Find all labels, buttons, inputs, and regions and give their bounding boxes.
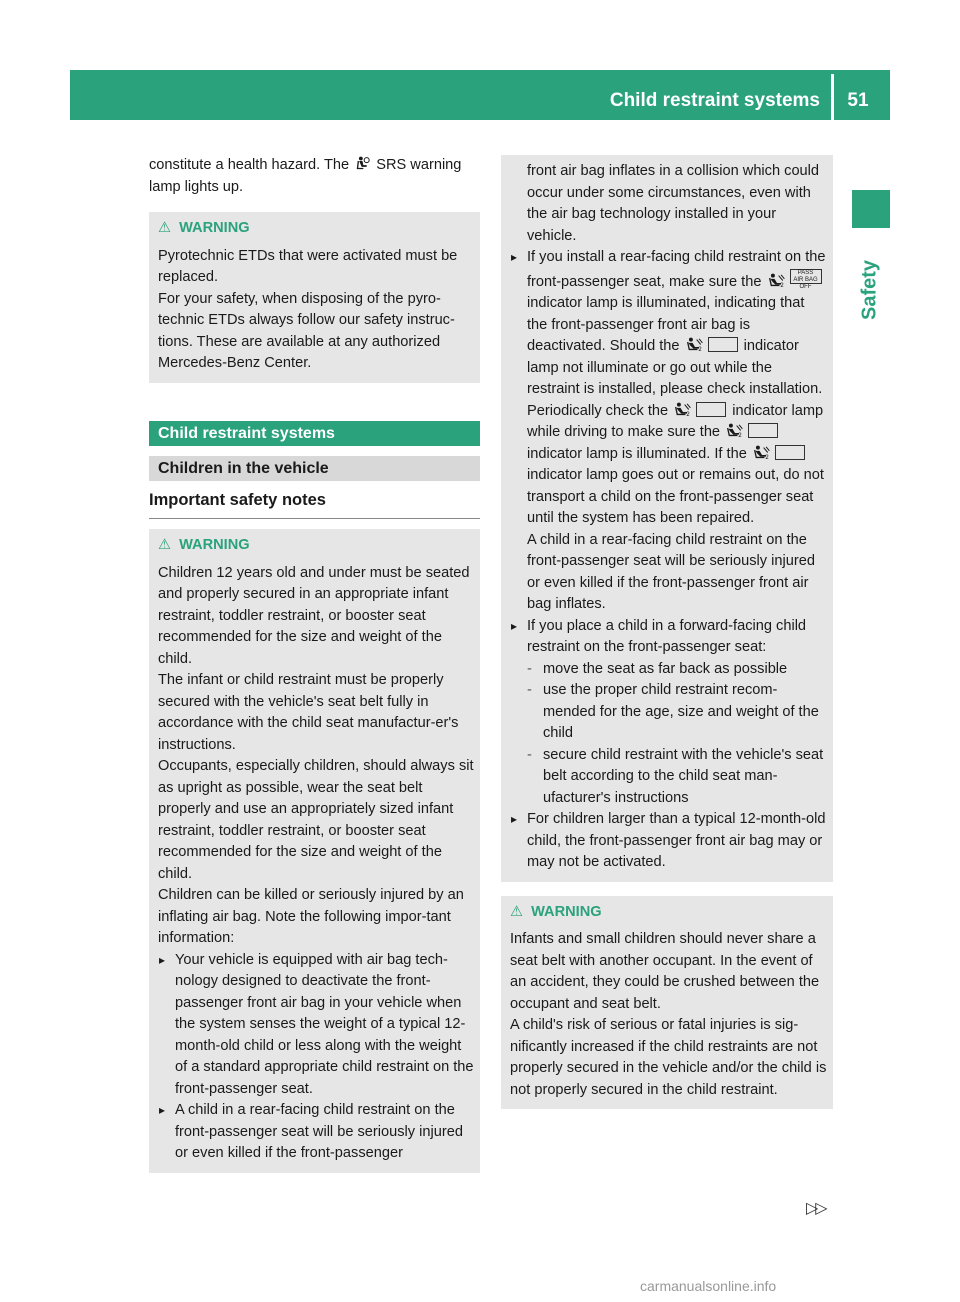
warning-triangle-icon: ⚠ [510,903,524,920]
child-seat-icon [674,402,692,417]
intro-text-b: SRS warning lamp lights up. [149,157,462,195]
bullet-text: indicator lamp while driving to make sure the [527,402,824,440]
side-tab-marker [852,190,890,228]
header-divider [831,74,834,120]
bullet-item: ▸ Your vehicle is equipped with air bag tech-nology designed to deactivate the front-passenger front air bag in your vehicle when the system senses the weight of a typical 12-month-old child or less along with the weight of a standard appropriate child restraint on the front-passenger seat. [158,950,474,1101]
bullet-item-larger-children: ▸ For children larger than a typical 12-month-old child, the front-passenger front air bag may or may not be activated. [510,809,827,874]
pass-airbag-off-icon [708,337,738,352]
bullet-item-forward-facing: ▸ If you place a child in a forward-facing child restraint on the front-passenger seat: [510,616,827,659]
bullet-text: indicator lamp goes out or remains out, do not transport a child on the front-passenger seat until the system has been repaired. [527,467,824,526]
warning-box-continued [501,155,833,882]
warning-heading [158,218,474,240]
warning-text: Pyrotechnic ETDs that were activated must be replaced. [158,247,458,285]
pass-airbag-off-icon [748,423,778,438]
intro-paragraph [149,155,480,198]
warning-text: The infant or child restraint must be properly secured with the vehicle's seat belt fully in accordance with the child seat manufactur-er's instructions. [158,672,459,753]
continued-bullet-text: front air bag inflates in a collision which could occur under some circumstances, even with the air bag technology installed in your vehicle. [527,163,820,244]
child-seat-icon [686,337,704,352]
page-header-title: Child restraint systems [609,90,820,111]
warning-heading [158,535,474,557]
warning-text: Children 12 years old and under must be seated and properly secured in an appropriate infant restraint, toddler restraint, or booster seat recommended for the size and weight of the child. [158,564,470,667]
heading-important-safety-notes: Important safety notes [149,487,480,520]
pass-airbag-off-icon [775,445,805,460]
child-seat-icon [753,445,771,460]
bullet-item-rear-facing [510,247,827,530]
right-column [501,155,833,1109]
srs-warning-lamp-icon [355,156,370,171]
page-number: 51 [847,90,869,111]
bullet-subparagraph: A child in a rear-facing child restraint on the front-passenger seat will be seriously injured or even killed if the front-passenger front air bag inflates. [527,531,815,612]
bullet-text: indicator lamp not illuminate or go out while the restraint is installed, please check installation. Periodically check the [527,338,823,419]
left-column [149,155,480,1173]
warning-title: WARNING [179,220,250,236]
pass-airbag-off-icon [696,402,726,417]
bullet-text: indicator lamp is illuminated. If the [527,445,747,462]
child-seat-icon [726,423,744,438]
indicator-line1: PASS [797,269,814,276]
warning-title: WARNING [179,537,250,553]
dash-item: - secure child restraint with the vehicle's seat belt according to the child seat man-ufacturer's instructions [510,745,827,810]
warning-text: A child's risk of serious or fatal injuries is sig-nificantly increased if the child restraints are not properly secured in the vehicle and/or the child is not properly secured in the child restraint. [510,1017,827,1098]
warning-text: Occupants, especially children, should always sit as upright as possible, wear the seat belt properly and use an appropriately sized infant restraint, toddler restraint, or booster seat recommended for the size and weight of the child. [158,758,474,882]
warning-triangle-icon: ⚠ [158,537,172,553]
watermark: carmanualsonline.info [640,1278,777,1294]
side-tab-label [850,240,890,340]
warning-text: For your safety, when disposing of the pyro-technic ETDs always follow our safety instruc-tions. These are available at any authorized Mercedes-Benz Center. [158,290,455,371]
warning-box-seat-belt [501,896,833,1110]
continue-arrows-icon: ▷▷ [806,1200,825,1217]
intro-text-a: constitute a health hazard. The [149,157,350,173]
warning-heading [510,902,827,924]
warning-triangle-icon: ⚠ [158,220,172,236]
indicator-line2: AIR BAG [793,276,818,283]
warning-box-children [149,529,480,1173]
dash-item: - move the seat as far back as possible [510,659,827,681]
side-tab-text: Safety [858,259,881,321]
dash-item: - use the proper child restraint recom-mended for the age, size and weight of the child [510,680,827,745]
bullet-text: If you install a rear-facing child restraint on the front-passenger seat, make sure the [527,249,826,290]
indicator-state: OFF [799,283,812,290]
warning-text: Children can be killed or seriously injured by an inflating air bag. Note the following impor-tant information: [158,887,464,946]
bullet-text: indicator lamp is illuminated, indicating that the front-passenger front air bag is deactivated. Should the [527,295,805,354]
bullet-item: ▸ A child in a rear-facing child restraint on the front-passenger seat will be seriously injured or even killed if the front-passenger [158,1100,474,1165]
section-title-child-restraint: Child restraint systems [149,421,480,446]
pass-airbag-off-indicator-icon [790,269,822,290]
warning-text: Infants and small children should never share a seat belt with another occupant. In the event of an accident, they could be crushed between the occupant and seat belt. [510,931,820,1012]
subsection-title-children: Children in the vehicle [149,456,480,481]
warning-title: WARNING [531,903,602,920]
child-seat-icon [768,273,786,288]
warning-box-etd [149,212,480,383]
